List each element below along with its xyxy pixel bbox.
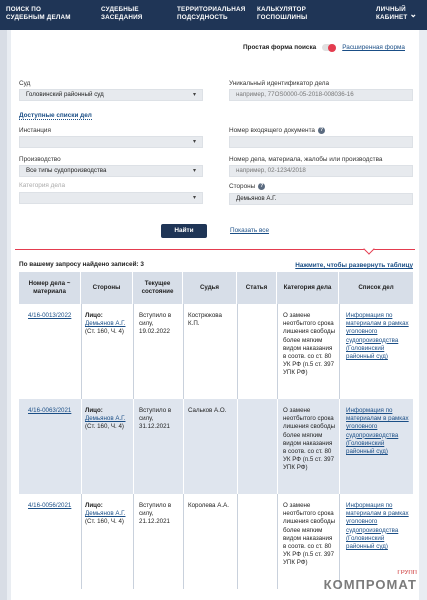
available-lists-link[interactable]: Доступные списки дел (19, 112, 92, 119)
category-cell: О замене неотбытого срока лишения свободы более мягким видом наказания в соотв. со ст. 80 УК РФ (п.5 ст. 397 УПК РФ) (283, 502, 336, 567)
party-role: Лицо: (85, 407, 103, 414)
party-article: (Ст. 160, Ч. 4) (85, 423, 124, 431)
results-divider (15, 249, 415, 250)
column-divider (81, 494, 82, 589)
advanced-search-link[interactable]: Расширенная форма (342, 44, 405, 51)
party-role: Лицо: (85, 312, 103, 319)
nav-label: СУДЕБНЫМ ДЕЛАМ (6, 14, 71, 21)
column-divider (183, 304, 184, 399)
nav-court-sessions[interactable] (101, 6, 143, 22)
judge-cell: Кострюкова К.П. (188, 312, 222, 328)
nav-personal-account[interactable] (376, 6, 407, 22)
proceeding-label: Производство (19, 156, 61, 163)
incoming-doc-input[interactable] (229, 136, 413, 148)
help-icon[interactable]: ? (319, 127, 324, 133)
column-divider (277, 399, 278, 494)
search-mode-toggle (243, 44, 405, 51)
watermark-small: ГРУПП (397, 570, 417, 576)
search-panel (11, 30, 419, 600)
switch-knob (328, 44, 336, 52)
proceeding-select[interactable] (19, 165, 203, 177)
party-article: (Ст. 160, Ч. 4) (85, 518, 124, 526)
watermark (323, 570, 417, 592)
column-header-number[interactable]: Номер дела ~ материала (19, 272, 81, 304)
column-divider (133, 494, 134, 589)
column-divider (183, 399, 184, 494)
column-header-judge[interactable]: Судья (183, 272, 237, 304)
incoming-doc-label-text: Номер входящего документа (229, 127, 315, 135)
nav-fee-calculator[interactable] (257, 6, 307, 22)
column-divider (237, 399, 238, 494)
column-header-list[interactable]: Список дел (358, 284, 394, 291)
uid-placeholder: например, 77OS0000-05-2018-008036-16 (236, 91, 354, 98)
proceeding-value: Все типы судопроизводства (26, 167, 107, 174)
nav-jurisdiction[interactable] (177, 6, 245, 22)
nav-label: КАБИНЕТ (376, 14, 408, 21)
column-header-state[interactable]: Текущее состояние (133, 272, 183, 304)
case-list-link[interactable]: Информация по материалам в рамках уголовного судопроизводства (Головинский районный суд) (346, 312, 409, 361)
judge-cell: Королева А.А. (188, 502, 229, 509)
case-number-link[interactable]: 4/16-0013/2022 (28, 312, 72, 319)
column-divider (81, 399, 82, 494)
case-list-link[interactable]: Информация по материалам в рамках уголовного судопроизводства (Головинский районный суд) (346, 407, 409, 456)
table-row (19, 304, 413, 399)
party-name-link[interactable]: Демьянов А.Г. (85, 510, 126, 518)
nav-case-search[interactable] (6, 6, 71, 22)
chevron-down-icon[interactable]: ⌄ (409, 9, 417, 19)
parties-label (229, 183, 265, 190)
nav-label: ЛИЧНЫЙ (376, 6, 406, 13)
category-select[interactable] (19, 192, 203, 204)
nav-label: СУДЕБНЫЕ (101, 6, 139, 13)
case-number-input[interactable] (229, 165, 413, 177)
column-divider (237, 304, 238, 399)
category-cell: О замене неотбытого срока лишения свободы более мягким видом наказания в соотв. со ст. 80 УК РФ (п.5 ст. 397 УПК РФ) (283, 407, 336, 472)
left-strip (0, 30, 7, 600)
case-number-link[interactable]: 4/16-0063/2021 (28, 407, 72, 414)
show-all-link[interactable]: Показать все (230, 227, 270, 234)
column-divider (339, 304, 340, 399)
find-button[interactable]: Найти (161, 224, 207, 238)
nav-label: ГОСПОШЛИНЫ (257, 14, 308, 21)
state-cell: Вступило в силу, 19.02.2022 (139, 312, 172, 336)
watermark-main: КОМПРОМАТ (323, 577, 417, 592)
chevron-down-icon: ▾ (192, 195, 196, 201)
party-name-link[interactable]: Демьянов А.Г. (85, 415, 126, 423)
party-article: (Ст. 160, Ч. 4) (85, 328, 124, 336)
column-header-article[interactable]: Статья (237, 272, 277, 304)
parties-label-text: Стороны (229, 183, 256, 191)
category-cell: О замене неотбытого срока лишения свободы более мягким видом наказания в соотв. со ст. 80 УК РФ (п.5 ст. 397 УПК РФ) (283, 312, 336, 377)
results-table (19, 272, 413, 589)
state-cell: Вступило в силу, 21.12.2021 (139, 502, 172, 526)
column-divider (277, 494, 278, 589)
column-divider (339, 494, 340, 589)
column-header-category[interactable]: Категория дела (277, 272, 339, 304)
chevron-down-icon: ▾ (192, 92, 196, 98)
instance-label: Инстанция (19, 127, 51, 134)
nav-label: ЗАСЕДАНИЯ (101, 14, 143, 21)
column-divider (81, 304, 82, 399)
chevron-down-icon: ▾ (192, 168, 196, 174)
uid-label: Уникальный идентификатор дела (229, 80, 330, 87)
results-count: По вашему запросу найдено записей: 3 (19, 261, 144, 268)
parties-cell (85, 312, 131, 337)
table-row (19, 399, 413, 494)
table-row (19, 494, 413, 589)
case-list-link[interactable]: Информация по материалам в рамках уголовного судопроизводства (Головинский районный суд) (346, 502, 409, 551)
help-icon[interactable]: ? (260, 183, 264, 189)
incoming-doc-label (229, 127, 325, 134)
uid-input[interactable] (229, 89, 413, 101)
column-divider (133, 399, 134, 494)
column-divider (339, 399, 340, 494)
nav-label: ПОДСУДНОСТЬ (177, 14, 228, 21)
category-label: Категория дела (19, 182, 66, 189)
case-number-label: Номер дела, материала, жалобы или производства (229, 156, 383, 163)
chevron-down-icon: ▾ (192, 139, 196, 145)
divider-notch (363, 243, 374, 254)
column-divider (183, 494, 184, 589)
parties-value: Демьянов А.Г. (236, 195, 277, 202)
party-role: Лицо: (85, 502, 103, 509)
state-cell: Вступило в силу, 31.12.2021 (139, 407, 172, 431)
nav-label: ТЕРРИТОРИАЛЬНАЯ (177, 6, 246, 13)
judge-cell: Сальков А.О. (188, 407, 227, 414)
court-value: Головинский районный суд (26, 91, 104, 98)
court-label: Суд (19, 80, 31, 87)
parties-cell (85, 407, 131, 432)
search-mode-switch[interactable] (322, 44, 336, 51)
top-navigation (0, 0, 427, 30)
case-number-link[interactable]: 4/16-0056/2021 (28, 502, 72, 509)
court-select[interactable] (19, 89, 203, 101)
column-header-parties[interactable]: Стороны (81, 272, 133, 304)
parties-input[interactable] (229, 193, 413, 205)
column-divider (133, 304, 134, 399)
simple-search-label: Простая форма поиска (242, 44, 317, 51)
expand-table-link[interactable]: Нажмите, чтобы развернуть таблицу (295, 262, 413, 269)
table-header (19, 272, 413, 304)
party-name-link[interactable]: Демьянов А.Г. (85, 320, 126, 328)
instance-select[interactable] (19, 136, 203, 148)
column-divider (237, 494, 238, 589)
nav-label: ПОИСК ПО (6, 6, 42, 13)
column-divider (277, 304, 278, 399)
case-number-placeholder: например, 02-1234/2018 (236, 167, 306, 174)
parties-cell (85, 502, 131, 527)
nav-label: КАЛЬКУЛЯТОР (257, 6, 307, 13)
